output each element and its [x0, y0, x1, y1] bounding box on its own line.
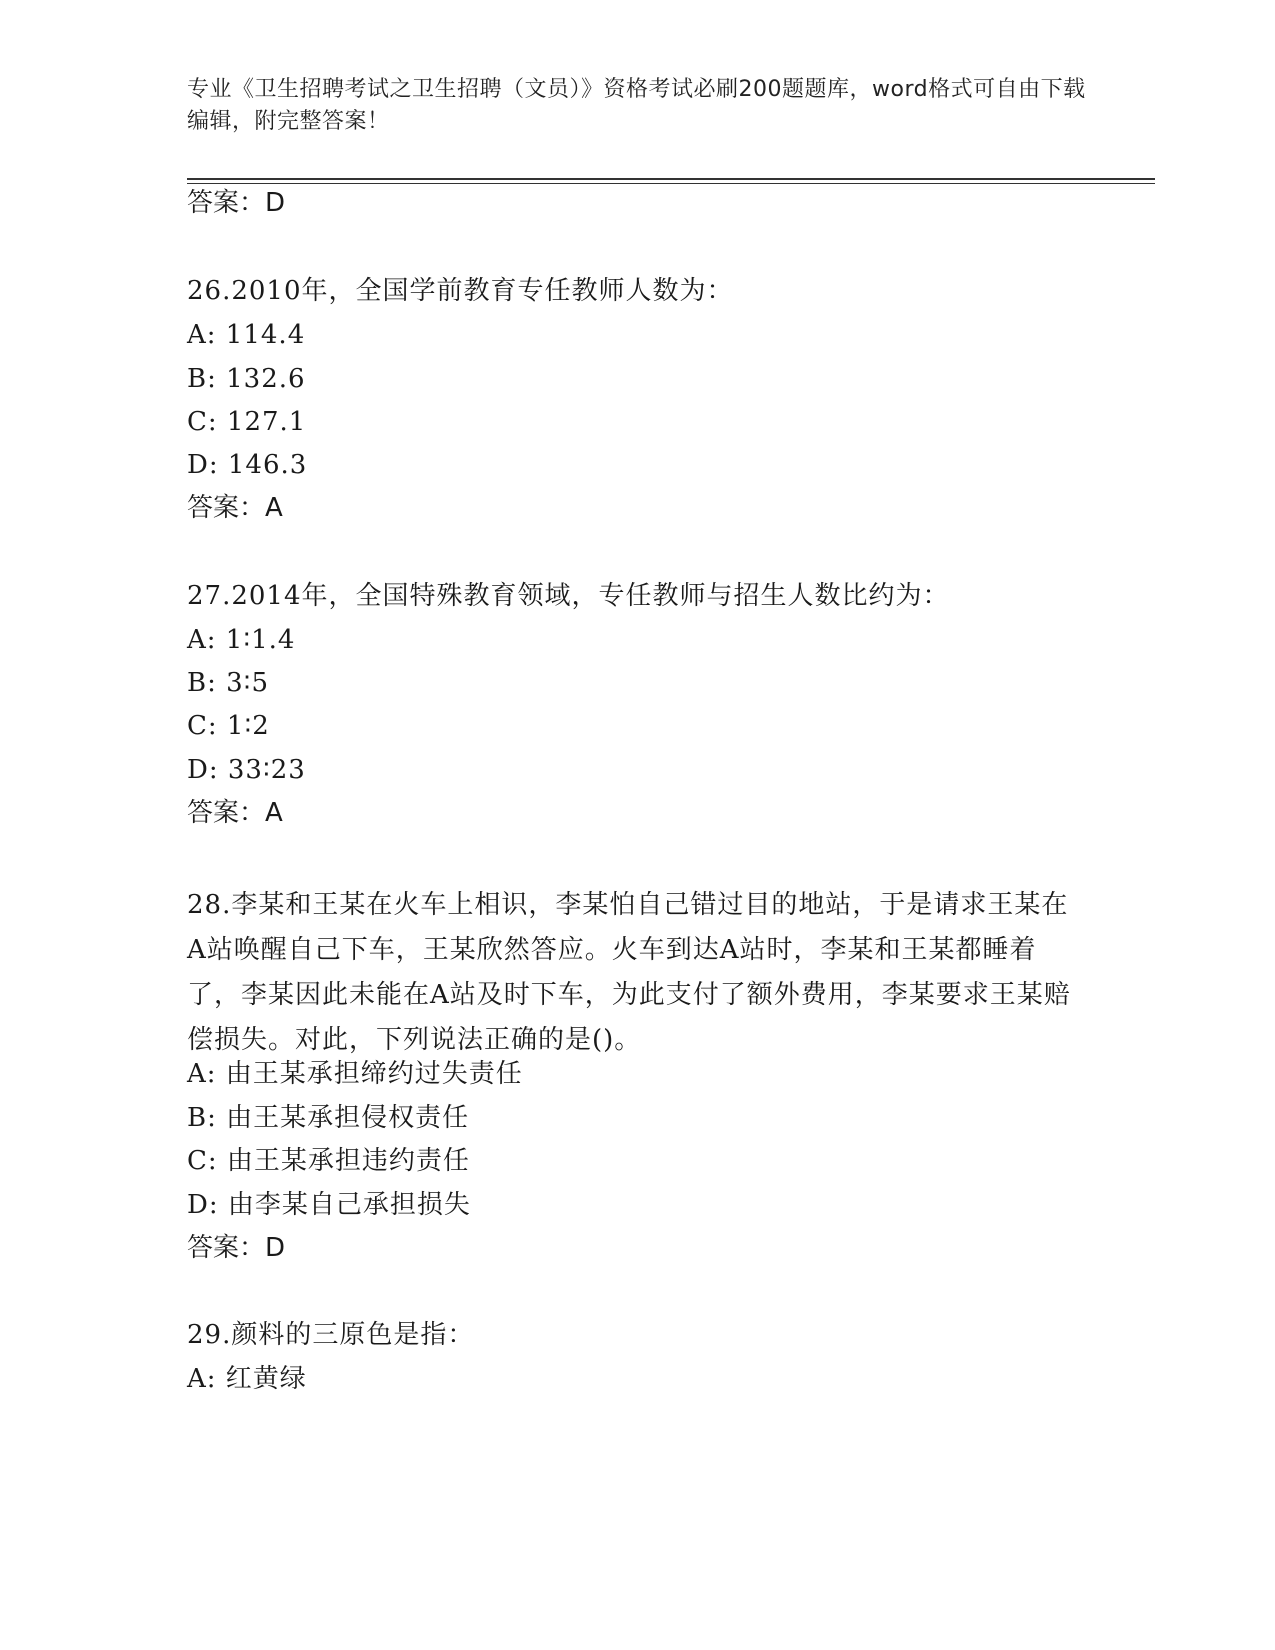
question-26-option-c: C: 127.1 [187, 407, 307, 437]
question-28-option-a: A: 由王某承担缔约过失责任 [187, 1059, 523, 1089]
question-26-option-b: B: 132.6 [187, 364, 306, 394]
question-29-stem: 29.颜料的三原色是指： [187, 1320, 475, 1350]
question-28-stem: 28.李某和王某在火车上相识，李某怕自己错过目的地站，于是请求王某在A站唤醒自己下车，王某欣然答应。火车到达A站时，李某和王某都睡着了，李某因此未能在A站及时下车，为此支付了额外费用，李某要求王某赔偿损失。对此，下列说法正确的是()。 [187, 890, 1071, 1055]
question-27-option-b: B: 3∶5 [187, 668, 269, 698]
question-27-answer: 答案：A [187, 798, 283, 828]
question-28-option-b: B: 由王某承担侵权责任 [187, 1103, 470, 1133]
question-27-stem: 27.2014年，全国特殊教育领域，专任教师与招生人数比约为： [187, 581, 950, 611]
question-26-option-d: D: 146.3 [187, 450, 308, 480]
header-divider-thick [187, 178, 1155, 180]
question-26-option-a: A: 114.4 [187, 320, 306, 350]
question-27-option-c: C: 1∶2 [187, 711, 270, 741]
question-28-option-c: C: 由王某承担违约责任 [187, 1146, 470, 1176]
question-28-answer: 答案：D [187, 1233, 286, 1263]
question-27-option-d: D: 33∶23 [187, 755, 306, 785]
document-header: 专业《卫生招聘考试之卫生招聘（文员）》资格考试必刷200题题库，word格式可自由下载编辑，附完整答案！ [187, 77, 1086, 134]
question-29-option-a: A: 红黄绿 [187, 1364, 307, 1394]
question-26-answer: 答案：A [187, 493, 283, 523]
previous-answer: 答案：D [187, 188, 286, 218]
header-divider-thin [187, 183, 1155, 184]
question-28-option-d: D: 由李某自己承担损失 [187, 1190, 471, 1220]
question-27-option-a: A: 1∶1.4 [187, 625, 296, 655]
question-26-stem: 26.2010年，全国学前教育专任教师人数为： [187, 276, 734, 306]
